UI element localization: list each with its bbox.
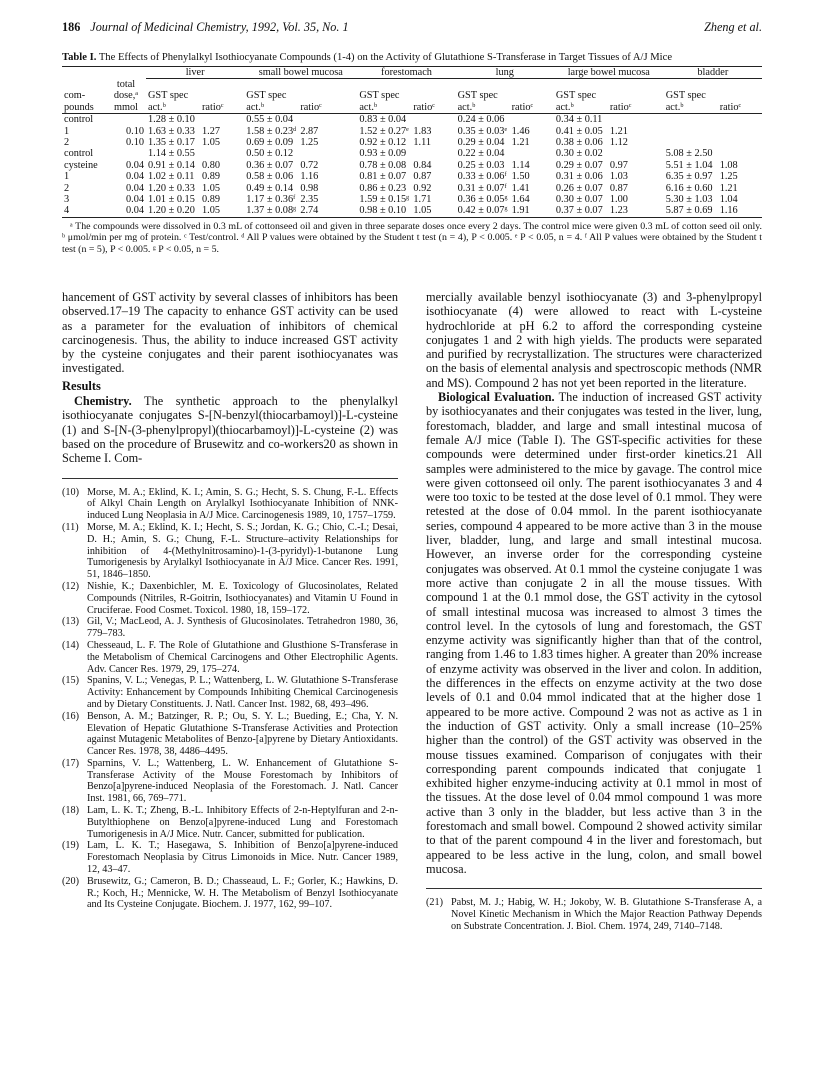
gst-activity-cell: 0.78 ± 0.08 <box>359 159 407 171</box>
ratio-cell <box>298 114 357 126</box>
gst-activity-cell: 1.52 ± 0.27ᵉ <box>359 125 409 137</box>
gst-activity-cell: 6.16 ± 0.60 <box>665 182 713 194</box>
gst-activity-cell: 1.14 ± 0.55 <box>148 148 195 160</box>
table-row <box>62 137 762 148</box>
running-head <box>62 20 762 36</box>
reference-text: Pabst, M. J.; Habig, W. H.; Jokoby, W. B. Glutathione S-Transferase A, a Novel Kinetic Mechanism in Which the Major Reaction Pathway Depends on Substrate Concentration. J. Biol. Chem. 1974, 249, 7140–7148. <box>451 897 762 932</box>
compound-cell: 4 <box>62 205 106 217</box>
chemistry-lead: Chemistry. <box>74 394 132 409</box>
ratio-cell: 2.74 <box>298 205 357 217</box>
reference-item <box>62 805 398 840</box>
tissue-header: lung <box>456 67 554 79</box>
ratio-cell: 1.50 <box>511 171 530 183</box>
ratio-cell: 1.16 <box>718 205 762 217</box>
ratio-cell <box>298 148 357 159</box>
tissue-header: forestomach <box>357 67 455 79</box>
gst-activity-cell: 1.20 ± 0.20 <box>146 205 200 217</box>
table-body <box>62 114 762 218</box>
gst-activity-cell: 5.51 ± 1.04 <box>665 159 713 171</box>
reference-text: Sparnins, V. L.; Wattenberg, L. W. Enhancement of Glutathione S-Transferase Activity of the Mouse Forestomach by Inhibitors of Benzo[a]pyrene-induced Neoplasia of the Forestomach. J. Natl. Cancer Inst. 1981, 66, 769–771. <box>87 757 398 805</box>
ratio-cell: 1.03 <box>609 171 628 183</box>
reference-item <box>62 487 398 522</box>
reference-text: Gil, V.; MacLeod, A. J. Synthesis of Glucosinolates. Tetrahedron 1980, 36, 779–783. <box>87 616 398 640</box>
tissue-header: liver <box>146 67 244 79</box>
col-header-compounds: com- pounds <box>62 79 106 114</box>
table-row <box>62 171 762 182</box>
gst-activity-cell: 5.87 ± 0.69 <box>664 205 718 217</box>
col-header-gst: GST spec act.ᵇ <box>456 79 510 114</box>
ratio-cell: 0.72 <box>300 159 319 171</box>
ratio-cell: 1.21 <box>719 182 738 194</box>
col-header-gst: GST spec act.ᵇ <box>664 79 718 114</box>
ratio-cell: 1.64 <box>511 193 530 205</box>
ratio-cell: 1.08 <box>719 159 738 171</box>
ratio-cell: 1.04 <box>719 193 738 205</box>
table-row <box>62 114 762 126</box>
dose-cell: 0.04 <box>125 159 144 171</box>
gst-activity-cell: 0.30 ± 0.02 <box>555 148 603 160</box>
gst-activity-cell <box>664 126 718 137</box>
reference-text: Nishie, K.; Daxenbichler, M. E. Toxicology of Glucosinolates, Related Compounds (Nitriles, R-Goitrin, Isothiocyanates) and Vitamin U Found in Cruciferae. Food Cosmet. Toxicol. 1980, 18, 159–172. <box>87 580 398 616</box>
synthesis-paragraph: mercially available benzyl isothiocyanate (3) and 3-phenylpropyl isothiocyanate (4) were allowed to react with L-cysteine hydrochloride at pH 6.2 to afford the corresponding cysteine conjugates 1 and 2 with high yields. The products were separated and purified by recrystallization. The structures were characterized on the basis of elemental analysis and spectroscopic methods (NMR and MS). Compound 2 has not yet been reported in the literature. <box>426 290 762 390</box>
ratio-cell: 1.71 <box>413 193 432 205</box>
gst-activity-cell: 5.08 ± 2.50 <box>665 148 713 160</box>
reference-number: (17) <box>62 757 79 769</box>
reference-text: Lam, L. K. T.; Hasegawa, S. Inhibition of Benzo[a]pyrene-induced Forestomach Neoplasia by Citrus Limonoids in Mice. Nutr. Cancer 1989, 12, 43–47. <box>87 840 398 876</box>
chemistry-paragraph <box>62 394 398 465</box>
compound-cell: cysteine <box>64 159 98 171</box>
reference-number: (11) <box>62 521 79 533</box>
table-tissue-header-row <box>62 67 762 79</box>
compound-cell: 1 <box>64 125 70 137</box>
gst-activity-cell: 0.50 ± 0.12 <box>246 148 294 160</box>
reference-text: Lam, L. K. T.; Zheng, B.-L. Inhibitory Effects of 2-n-Heptylfuran and 2-n-Butylthiophene on Benzo[a]pyrene-induced Lung and Forestomach Tumorigenesis in A/J Mice. Nutr. Cancer, submitted for publication. <box>87 805 398 840</box>
ratio-cell: 1.91 <box>510 205 554 217</box>
gst-activity-cell: 1.63 ± 0.33 <box>148 125 195 137</box>
dose-cell: 0.04 <box>125 171 144 183</box>
reference-number: (15) <box>62 675 79 687</box>
gst-activity-cell: 1.17 ± 0.36ᶠ <box>246 193 296 205</box>
table-caption-text: The Effects of Phenylalkyl Isothiocyanate Compounds (1-4) on the Activity of Glutathione S-Transferase in Target Tissues of A/J Mice <box>98 52 673 63</box>
compound-cell: 1 <box>64 171 70 183</box>
intro-paragraph: hancement of GST activity by several classes of inhibitors has been observed.17–19 The capacity to enhance GST activity can be used as a parameter for the evaluation of inhibitors of chemical carcinogenesis. Thus, the ability to induce increased GST activity by the cysteine conjugates and their parent isothiocyanates was investigated. <box>62 290 398 376</box>
ratio-cell: 1.27 <box>202 125 221 137</box>
ratio-cell: 1.83 <box>413 125 432 137</box>
tissue-header: bladder <box>664 67 762 79</box>
ratio-cell: 1.12 <box>609 136 628 148</box>
gst-activity-cell: 0.55 ± 0.04 <box>246 114 294 126</box>
left-column <box>62 290 398 933</box>
gst-table <box>62 66 762 218</box>
gst-activity-cell: 0.69 ± 0.09 <box>246 136 294 148</box>
chemistry-text: The synthetic approach to the phenylalkyl isothiocyanate conjugates S-[N-benzyl(thiocarbamoyl)]-L-cysteine (1) and S-[N-(3-phenylpropyl)(thiocarbamoyl)]-L-cysteine (2) was based on the procedure of Brusewitz and co-workers20 as shown in Scheme I. Com- <box>62 394 398 466</box>
reference-item <box>426 897 762 932</box>
compound-cell: 2 <box>64 182 70 194</box>
ratio-cell <box>718 137 762 148</box>
gst-activity-cell: 0.41 ± 0.05 <box>555 125 603 137</box>
gst-activity-cell: 0.38 ± 0.06 <box>555 136 603 148</box>
table-row <box>62 148 762 159</box>
table-row <box>62 160 762 171</box>
bio-eval-lead: Biological Evaluation. <box>438 390 555 405</box>
col-header-ratio: ratioᶜ <box>411 79 455 114</box>
dose-cell <box>106 114 146 126</box>
gst-activity-cell: 0.92 ± 0.12 <box>359 136 407 148</box>
compound-cell: 2 <box>64 136 70 148</box>
gst-activity-cell: 0.34 ± 0.11 <box>555 114 603 126</box>
reference-item <box>62 616 398 640</box>
ratio-cell: 1.05 <box>411 205 455 217</box>
ratio-cell: 0.97 <box>609 159 628 171</box>
ratio-cell <box>200 148 244 159</box>
ratio-cell: 0.84 <box>413 159 432 171</box>
tissue-header: small bowel mucosa <box>244 67 357 79</box>
bio-eval-paragraph <box>426 390 762 876</box>
reference-list-right <box>426 888 762 932</box>
col-header-ratio: ratioᶜ <box>298 79 357 114</box>
reference-number: (13) <box>62 616 79 628</box>
reference-text: Brusewitz, G.; Cameron, B. D.; Chasseaud, L. F.; Gorler, K.; Hawkins, D. R.; Koch, H.; Mennicke, W. H. The Metabolism of Benzyl Isothiocyanate and Its Cysteine Conjugate. Biochem. J. 1977, 162, 99–107. <box>87 875 398 911</box>
gst-activity-cell: 0.29 ± 0.04 <box>457 136 505 148</box>
ratio-cell: 0.80 <box>202 159 221 171</box>
ratio-cell: 1.25 <box>300 136 319 148</box>
reference-item <box>62 758 398 805</box>
ratio-cell: 0.98 <box>300 182 319 194</box>
ratio-cell: 1.21 <box>511 136 530 148</box>
reference-text: Spanins, V. L.; Venegas, P. L.; Wattenberg, L. W. Glutathione S-Transferase Activity: Enhancement by Compounds Inhibiting Chemical Carcinogenesis and by Dietary Constituents. J. Natl. Cancer Inst. 1982, 68, 493–496. <box>87 675 398 710</box>
ratio-cell: 0.89 <box>202 193 221 205</box>
col-header-ratio: ratioᶜ <box>200 79 244 114</box>
col-header-ratio: ratioᶜ <box>510 79 554 114</box>
ratio-cell: 1.25 <box>719 171 738 183</box>
gst-activity-cell: 0.91 ± 0.14 <box>148 159 195 171</box>
ratio-cell: 1.05 <box>202 182 221 194</box>
gst-activity-cell: 0.30 ± 0.07 <box>555 193 603 205</box>
ratio-cell: 1.41 <box>511 182 530 194</box>
page-number: 186 <box>62 20 81 34</box>
dose-cell: 0.04 <box>125 182 144 194</box>
ratio-cell: 1.05 <box>200 205 244 217</box>
reference-number: (12) <box>62 580 79 592</box>
reference-number: (20) <box>62 875 79 887</box>
ratio-cell: 1.23 <box>608 205 664 217</box>
gst-activity-cell: 1.35 ± 0.17 <box>148 136 195 148</box>
ratio-cell: 2.87 <box>300 125 319 137</box>
ratio-cell: 1.11 <box>413 136 431 148</box>
gst-activity-cell: 0.25 ± 0.03 <box>457 159 505 171</box>
col-header-ratio: ratioᶜ <box>608 79 664 114</box>
journal-page <box>62 20 762 932</box>
dose-cell: 0.04 <box>125 193 144 205</box>
gst-activity-cell: 1.01 ± 0.15 <box>148 193 195 205</box>
ratio-cell <box>200 114 244 126</box>
gst-activity-cell: 0.31 ± 0.06 <box>555 171 603 183</box>
dose-cell: 0.10 <box>125 125 144 137</box>
bio-eval-text: The induction of increased GST activity by isothiocyanates and their conjugates was tested in the liver, lung, forestomach, bladder, and large and small intestinal mucosa of female A/J mice (Table I). The GST-specific activities for these compounds were determined under first-order kinetics.21 All samples were administered to the mice by gavage. The control mice were given cottonseed oil only. The parent isothiocyanates 3 and 4 were too toxic to be tested at the dose level of 0.1 mmol. They were retested at the dose of 0.04 mmol. In the parent isothiocyanate series, compound 4 appeared to be more active than 3 in the mouse liver, bladder, lung, and large and small intestinal mucosa. However, an inverse order for the corresponding cysteine conjugates was observed. At 0.1 mmol the cysteine conjugate 1 was more active than conjugate 2 in all the mouse tissues. With compound 1 at the 0.1 mmol dose, the GST activity in the cytosol of small intestinal mucosa was increased to almost 3 times the control level. In the cytosols of lung and forestomach, the GST enzyme activity was significantly higher than that of the control, ranging from 1.46 to 1.83 times higher. A greater than 20% increase of enzyme activity was observed in the liver and colon. In addition, the differences in the effects on enzyme activity at the two dose levels of 0.1 and 0.04 mmol indicated that at the higher dose 1 appeared to be more active. Compound 2 was not as active as 1 in the induction of GST activity. Only a small increase (10–25% higher than the control) of the GST activity was observed in the mouse tissues examined. Comparison of conjugates with their corresponding parent compounds indicated that conjugate 1 exhibited higher enzyme-inducing activity at 0.1 mmol in most of the tissues. At the dose level of 0.04 mmol compound 1 was more active than 3 only in the bladder, but less active than 3 in the forestomach and small bowel. Compound 2 showed activity similar to that of the parent compound 4 in the liver and forestomach, but appeared to be less active in the lung, colon, and small bowel mucosa. <box>426 390 762 876</box>
ratio-cell: 0.87 <box>609 182 628 194</box>
reference-number: (18) <box>62 805 79 817</box>
table-caption <box>62 52 762 64</box>
reference-number: (19) <box>62 840 79 852</box>
gst-activity-cell: 0.37 ± 0.07 <box>554 205 608 217</box>
gst-activity-cell: 0.81 ± 0.07 <box>359 171 407 183</box>
col-header-gst: GST spec act.ᵇ <box>244 79 298 114</box>
gst-activity-cell: 0.36 ± 0.07 <box>246 159 294 171</box>
ratio-cell: 1.16 <box>300 171 319 183</box>
reference-number: (16) <box>62 710 79 722</box>
ratio-cell <box>718 114 762 126</box>
ratio-cell: 2.35 <box>300 193 319 205</box>
gst-activity-cell: 1.37 ± 0.08ᵍ <box>244 205 298 217</box>
gst-activity-cell <box>664 114 718 126</box>
col-header-gst: GST spec act.ᵇ <box>554 79 608 114</box>
body-columns <box>62 290 762 933</box>
table-row <box>62 205 762 217</box>
gst-activity-cell: 0.83 ± 0.04 <box>359 114 407 126</box>
gst-activity-cell: 6.35 ± 0.97 <box>665 171 713 183</box>
dose-cell: 0.04 <box>106 205 146 217</box>
gst-activity-cell: 1.02 ± 0.11 <box>148 171 195 183</box>
ratio-cell <box>411 114 455 126</box>
ratio-cell: 0.92 <box>413 182 432 194</box>
ratio-cell <box>510 114 554 126</box>
gst-activity-cell: 0.58 ± 0.06 <box>246 171 294 183</box>
gst-activity-cell: 1.59 ± 0.15ᵍ <box>359 193 410 205</box>
ratio-cell <box>608 114 664 126</box>
gst-activity-cell: 0.49 ± 0.14 <box>246 182 294 194</box>
table-row <box>62 126 762 137</box>
ratio-cell: 1.21 <box>609 125 628 137</box>
ratio-cell: 0.89 <box>202 171 221 183</box>
gst-activity-cell: 1.58 ± 0.23ᵈ <box>246 125 297 137</box>
ratio-cell <box>411 148 455 159</box>
gst-activity-cell: 0.42 ± 0.07ᵍ <box>456 205 510 217</box>
reference-item <box>62 640 398 675</box>
reference-text: Morse, M. A.; Eklind, K. I.; Hecht, S. S.; Jordan, K. G.; Chio, C.-I.; Desai, D. H.; Amin, S. G.; Chung, F.-L. Structure–activity Relationships for inhibition of 4-(Methylnitrosamino)-1-(3-pyridyl)-1-butanone Lung Tumorigenesis by Arylalkyl Isothiocyanate in A/J Mice. Cancer Res. 1991, 51, 1846–1850. <box>87 521 398 581</box>
ratio-cell: 1.05 <box>202 136 221 148</box>
ratio-cell: 0.87 <box>413 171 432 183</box>
ratio-cell: 1.14 <box>511 159 530 171</box>
gst-activity-cell: 0.31 ± 0.07ᶠ <box>457 182 507 194</box>
journal-citation: Journal of Medicinal Chemistry, 1992, Vol. 35, No. 1 <box>90 20 349 34</box>
ratio-cell <box>718 148 762 159</box>
ratio-cell: 1.00 <box>609 193 628 205</box>
ratio-cell <box>608 148 664 159</box>
gst-activity-cell: 1.20 ± 0.33 <box>148 182 195 194</box>
running-head-right <box>704 20 762 36</box>
gst-activity-cell: 0.93 ± 0.09 <box>359 148 407 160</box>
gst-activity-cell: 0.33 ± 0.06ᶠ <box>457 171 507 183</box>
reference-number: (10) <box>62 486 79 498</box>
col-header-gst: GST spec act.ᵇ <box>146 79 200 114</box>
table-row <box>62 194 762 205</box>
table-label: Table I. <box>62 52 97 63</box>
compound-cell: 3 <box>64 193 70 205</box>
col-header-ratio: ratioᶜ <box>718 79 762 114</box>
gst-activity-cell: 1.28 ± 0.10 <box>148 114 195 126</box>
table-column-header-row <box>62 79 762 114</box>
table-row <box>62 183 762 194</box>
reference-item <box>62 675 398 710</box>
right-column <box>426 290 762 933</box>
reference-item <box>62 711 398 758</box>
reference-item <box>62 840 398 875</box>
gst-activity-cell: 0.22 ± 0.04 <box>457 148 505 160</box>
col-header-gst: GST spec act.ᵇ <box>357 79 411 114</box>
reference-item <box>62 522 398 581</box>
gst-activity-cell <box>664 137 718 148</box>
dose-cell <box>106 148 146 159</box>
gst-activity-cell: 0.35 ± 0.03ᵉ <box>457 125 508 137</box>
reference-text: Benson, A. M.; Batzinger, R. P.; Ou, S. Y. L.; Bueding, E.; Cha, Y. N. Elevation of Hepatic Glutathione S-Transferase Activities and Protection against Mutagenic Metabolites of Benzo-[a]pyrene by Dietary Antioxidants. Cancer Res. 1978, 38, 4486–4495. <box>87 710 398 758</box>
gst-activity-cell: 0.24 ± 0.06 <box>457 114 505 126</box>
reference-text: Morse, M. A.; Eklind, K. I.; Amin, S. G.; Hecht, S. S. Chung, F.-L. Effects of Alkyl Chain Length on Arylalkyl Isothiocyanate Inhibition of NNK-induced Lung Neoplasia in A/J Mice. Carcinogenesis 1989, 10, 1757–1759. <box>87 486 398 522</box>
gst-activity-cell: 0.86 ± 0.23 <box>359 182 407 194</box>
dose-cell: 0.10 <box>125 136 144 148</box>
ratio-cell <box>718 126 762 137</box>
ratio-cell <box>510 148 554 159</box>
reference-list-left <box>62 478 398 912</box>
results-heading: Results <box>62 378 101 393</box>
col-header-dose: total dose,ᵃ mmol <box>106 79 146 114</box>
reference-number: (14) <box>62 639 79 651</box>
gst-activity-cell: 0.98 ± 0.10 <box>357 205 411 217</box>
compound-cell: control <box>64 114 94 126</box>
compound-cell: control <box>64 148 94 160</box>
running-head-left <box>62 20 349 36</box>
gst-activity-cell: 0.36 ± 0.05ᵍ <box>457 193 508 205</box>
reference-item <box>62 876 398 911</box>
reference-item <box>62 581 398 616</box>
gst-activity-cell: 0.29 ± 0.07 <box>555 159 603 171</box>
author-name: Zheng et al. <box>704 20 762 34</box>
ratio-cell: 1.46 <box>511 125 530 137</box>
gst-activity-cell: 0.26 ± 0.07 <box>555 182 603 194</box>
tissue-header: large bowel mucosa <box>554 67 664 79</box>
reference-number: (21) <box>426 897 443 909</box>
reference-text: Chesseaud, L. F. The Role of Glutathione and Glusthione S-Transferase in the Metabolism of Chemical Carcinogens and Other Electrophilic Agents. Adv. Cancer Res. 1979, 29, 175–274. <box>87 639 398 675</box>
table-footnotes: ᵃ The compounds were dissolved in 0.3 mL of cottonseed oil and given in three separate doses once every 2 days. The control mice were given 0.3 mL of cotton seed oil only. ᵇ μmol/min per mg of protein. ᶜ Test/control. ᵈ All P values were obtained by the Student t test (n = 4), P < 0.005. ᵉ P < 0.05, n = 4. ᶠ All P values were obtained by the Student t test (n = 5), P < 0.005. ᵍ P < 0.05, n = 5. <box>62 220 762 255</box>
gst-activity-cell: 5.30 ± 1.03 <box>665 193 713 205</box>
